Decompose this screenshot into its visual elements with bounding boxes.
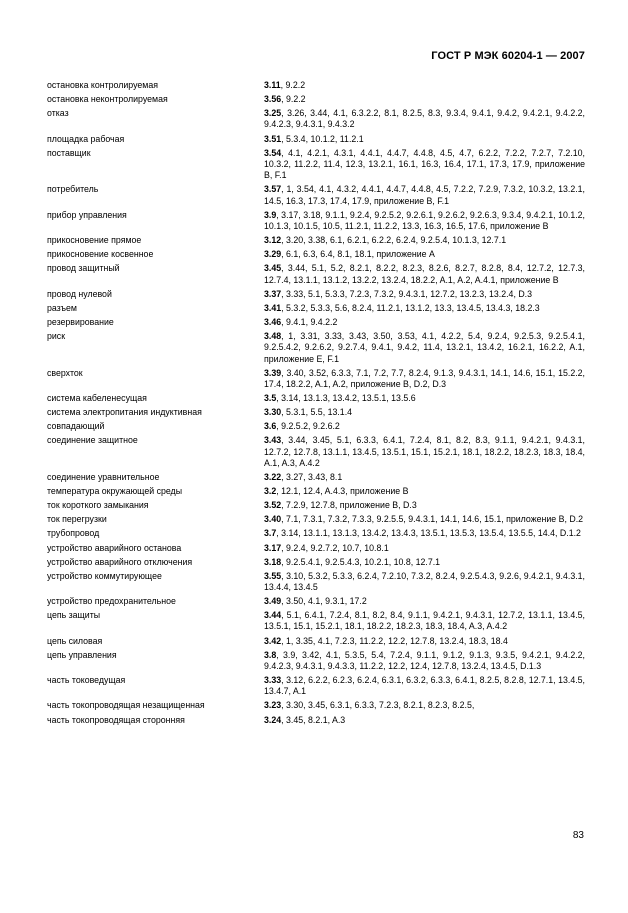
- index-entry: [47, 184, 585, 207]
- secondary-references: , 5.1, 6.4.1, 7.2.4, 8.1, 8.2, 8.4, 9.1.1, 9.4.2.1, 9.4.3.1, 12.7.2, 13.1.1, 13.4.5, 13.5.1, 15.1, 15.2.1, 18.1, 18.2.2, 18.2.3, 18.3, 18.4, A.3, A.4.2: [264, 610, 585, 632]
- index-term: цепь защиты: [47, 610, 101, 621]
- secondary-references: , 3.12, 6.2.2, 6.2.3, 6.2.4, 6.3.1, 6.3.2, 6.3.3, 6.4.1, 8.2.5, 8.2.8, 12.7.1, 13.4.5, 13.4.7, A.1: [264, 675, 585, 697]
- index-term: соединение защитное: [47, 435, 138, 446]
- index-entry: [47, 210, 585, 233]
- index-references: [264, 249, 585, 260]
- index-term: устройство аварийного останова: [47, 542, 182, 553]
- page-number: 83: [572, 830, 584, 841]
- primary-reference: 3.33: [264, 675, 282, 686]
- primary-reference: 3.45: [264, 263, 282, 274]
- primary-reference: 3.48: [264, 331, 282, 341]
- index-entry: [47, 636, 585, 647]
- index-references: [264, 472, 585, 483]
- index-references: [264, 486, 585, 497]
- index-term: поставщик: [47, 147, 91, 158]
- index-references: [264, 184, 585, 207]
- secondary-references: , 3.30, 3.45, 6.3.1, 6.3.3, 7.2.3, 8.2.1, 8.2.3, 8.2.5,: [281, 700, 475, 711]
- secondary-references: , 5.3.1, 5.5, 13.1.4: [281, 407, 353, 418]
- secondary-references: , 3.17, 3.18, 9.1.1, 9.2.4, 9.2.5.2, 9.2.6.1, 9.2.6.2, 9.2.6.3, 9.3.4, 9.4.2.1, 10.1.2, 10.1.3, 10.1.5, 10.5, 11.2.1, 11.2.2, 13.3, 16.3, 16.5, 17.6, приложение В: [264, 209, 585, 232]
- index-references: [264, 675, 585, 698]
- primary-reference: 3.17: [264, 542, 282, 553]
- index-term: совпадающий: [47, 421, 105, 432]
- index-entry: [47, 435, 585, 469]
- index-term: часть токопроводящая сторонняя: [47, 714, 185, 725]
- primary-reference: 3.22: [264, 472, 282, 483]
- index-references: [264, 543, 585, 554]
- index-entry: [47, 715, 585, 726]
- primary-reference: 3.43: [264, 435, 282, 446]
- primary-reference: 3.25: [264, 108, 282, 119]
- secondary-references: , 9.2.5.4.1, 9.2.5.4.3, 10.2.1, 10.8, 12.7.1: [281, 556, 441, 567]
- secondary-references: , 3.45, 8.2.1, A.3: [281, 714, 346, 725]
- index-references: [264, 331, 585, 365]
- document-header: ГОСТ Р МЭК 60204-1 — 2007: [431, 50, 585, 62]
- index-entry: [47, 134, 585, 145]
- secondary-references: , 3.14, 13.1.3, 13.4.2, 13.5.1, 13.5.6: [276, 393, 416, 404]
- primary-reference: 3.52: [264, 500, 282, 511]
- index-references: [264, 303, 585, 314]
- primary-reference: 3.18: [264, 556, 282, 567]
- secondary-references: , 3.44, 3.45, 5.1, 6.3.3, 6.4.1, 7.2.4, 8.1, 8.2, 8.3, 9.1.1, 9.4.2.1, 9.4.3.1, 12.7.2, 12.7.8, 13.1.1, 13.4.5, 13.5.1, 15.1, 15.2.1, 18.1, 18.2.2, 18.2.3, 18.3, 18.4, A.1, A.3, A.4.2: [264, 435, 585, 468]
- index-entry: [47, 249, 585, 260]
- index-entry: [47, 94, 585, 105]
- index-term: резервирование: [47, 316, 114, 327]
- index-references: [264, 500, 585, 511]
- secondary-references: , 3.9, 3.42, 4.1, 5.3.5, 5.4, 7.2.4, 9.1.1, 9.1.2, 9.1.3, 9.3.5, 9.4.2.1, 9.4.2.2, 9.4.2.3, 9.4.3.1, 9.4.3.3, 11.2.2, 12.2, 12.4, 12.7.8, 13.2.4, 13.4.5, D.1.3: [264, 649, 585, 671]
- index-references: [264, 650, 585, 673]
- index-references: [264, 596, 585, 607]
- index-entry: [47, 331, 585, 365]
- secondary-references: , 3.10, 5.3.2, 5.3.3, 6.2.4, 7.2.10, 7.3.2, 8.2.4, 9.2.5.4.3, 9.2.6, 9.4.2.1, 9.4.3.1, 13.4.4, 13.4.5: [264, 570, 585, 592]
- index-references: [264, 108, 585, 131]
- secondary-references: , 9.2.4, 9.2.7.2, 10.7, 10.8.1: [281, 542, 389, 553]
- secondary-references: , 12.1, 12.4, A.4.3, приложение В: [276, 486, 409, 497]
- index-references: [264, 528, 585, 539]
- index-references: [264, 557, 585, 568]
- index-references: [264, 393, 585, 404]
- index-entry: [47, 500, 585, 511]
- secondary-references: , 3.33, 5.1, 5.3.3, 7.2.3, 7.3.2, 9.4.3.1, 12.7.2, 13.2.3, 13.2.4, D.3: [281, 288, 533, 299]
- index-references: [264, 514, 585, 525]
- primary-reference: 3.7: [264, 528, 277, 539]
- primary-reference: 3.11: [264, 80, 281, 90]
- primary-reference: 3.49: [264, 596, 282, 607]
- index-entry: [47, 407, 585, 418]
- index-term: сверхток: [47, 367, 83, 378]
- secondary-references: , 9.4.1, 9.4.2.2: [281, 316, 338, 327]
- primary-reference: 3.6: [264, 421, 277, 432]
- index-term: потребитель: [47, 184, 99, 195]
- secondary-references: , 1, 3.35, 4.1, 7.2.3, 11.2.2, 12.2, 12.7.8, 13.2.4, 18.3, 18.4: [281, 635, 508, 646]
- index-entry: [47, 650, 585, 673]
- index-references: [264, 235, 585, 246]
- index-term: устройство коммутирующее: [47, 570, 162, 581]
- index-references: [264, 263, 585, 286]
- index-references: [264, 435, 585, 469]
- index-term: остановка неконтролируемая: [47, 94, 168, 105]
- index-term: система кабеленесущая: [47, 393, 147, 404]
- secondary-references: , 3.50, 4.1, 9.3.1, 17.2: [281, 596, 367, 607]
- index-references: [264, 636, 585, 647]
- index-term: остановка контролируемая: [47, 80, 158, 90]
- primary-reference: 3.46: [264, 316, 282, 327]
- index-entry: [47, 610, 585, 633]
- index-entry: [47, 486, 585, 497]
- index-term: площадка рабочая: [47, 133, 125, 144]
- primary-reference: 3.51: [264, 133, 282, 144]
- primary-reference: 3.57: [264, 184, 282, 195]
- index-references: [264, 610, 585, 633]
- primary-reference: 3.8: [264, 649, 277, 660]
- index-term: прикосновение прямое: [47, 235, 142, 246]
- index-references: [264, 317, 585, 328]
- index-entry: [47, 289, 585, 300]
- primary-reference: 3.2: [264, 486, 277, 497]
- index-references: [264, 80, 585, 91]
- primary-reference: 3.12: [264, 235, 282, 246]
- secondary-references: , 3.27, 3.43, 8.1: [281, 472, 343, 483]
- index-entry: [47, 543, 585, 554]
- index-term: цепь управления: [47, 649, 117, 660]
- index-entry: [47, 108, 585, 131]
- index-references: [264, 368, 585, 391]
- primary-reference: 3.55: [264, 570, 282, 581]
- index-term: ток перегрузки: [47, 514, 107, 525]
- index-entry: [47, 393, 585, 404]
- secondary-references: , 3.14, 13.1.1, 13.1.3, 13.4.2, 13.4.3, 13.5.1, 13.5.3, 13.5.4, 13.5.5, 14.4, D.1.2: [276, 528, 581, 539]
- index-entry: [47, 528, 585, 539]
- index-term: ток короткого замыкания: [47, 500, 149, 511]
- secondary-references: , 3.26, 3.44, 4.1, 6.3.2.2, 8.1, 8.2.5, 8.3, 9.3.4, 9.4.1, 9.4.2, 9.4.2.1, 9.4.2.2, 9.4.2.3, 9.4.3.1, 9.4.3.2: [264, 108, 585, 130]
- primary-reference: 3.42: [264, 635, 282, 646]
- index-term: устройство аварийного отключения: [47, 556, 193, 567]
- index-references: [264, 289, 585, 300]
- primary-reference: 3.29: [264, 249, 282, 260]
- index-references: [264, 210, 585, 233]
- secondary-references: , 1, 3.54, 4.1, 4.3.2, 4.4.1, 4.4.7, 4.4.8, 4.5, 7.2.2, 7.2.9, 7.3.2, 10.3.2, 13.2.1, 14.5, 16.3, 17.3, 17.4, 17.9, приложение В, F.1: [264, 184, 585, 206]
- index-entry: [47, 368, 585, 391]
- index-entry: [47, 235, 585, 246]
- index-term: прибор управления: [47, 209, 127, 220]
- primary-reference: 3.40: [264, 514, 282, 525]
- secondary-references: , 3.44, 5.1, 5.2, 8.2.1, 8.2.2, 8.2.3, 8.2.6, 8.2.7, 8.2.8, 8.4, 12.7.2, 12.7.3, 12.7.4, 13.1.1, 13.1.2, 13.2.2, 13.2.4, 18.2.2, A.1, A.2, A.4.1, приложение В: [264, 263, 585, 285]
- index-entry: [47, 148, 585, 182]
- secondary-references: , 5.3.4, 10.1.2, 11.2.1: [281, 133, 364, 144]
- primary-reference: 3.30: [264, 407, 282, 418]
- index-entry: [47, 317, 585, 328]
- index-references: [264, 94, 585, 105]
- index-term: цепь силовая: [47, 635, 103, 646]
- index-entry: [47, 80, 585, 91]
- index-term: часть токоведущая: [47, 675, 126, 686]
- index-references: [264, 148, 585, 182]
- index-term: устройство предохранительное: [47, 596, 176, 607]
- index-term: прикосновение косвенное: [47, 249, 154, 260]
- index-term: разъем: [47, 302, 77, 313]
- index-entry: [47, 700, 585, 711]
- index-entry: [47, 514, 585, 525]
- secondary-references: , 1, 3.31, 3.33, 3.43, 3.50, 3.53, 4.1, 4.2.2, 5.4, 9.2.4, 9.2.5.3, 9.2.5.4.1, 9.2.5.4.2, 9.2.6.2, 9.2.7.4, 9.4.1, 9.4.2, 11.4, 13.2.1, 13.4.2, 16.2.1, 16.2.2, A.1, приложение Е, F.1: [264, 331, 585, 364]
- index-entry: [47, 472, 585, 483]
- index-term: провод защитный: [47, 263, 120, 274]
- index-entry: [47, 557, 585, 568]
- secondary-references: , 9.2.2: [280, 80, 306, 90]
- secondary-references: , 6.1, 6.3, 6.4, 8.1, 18.1, приложение А: [281, 249, 435, 260]
- index-references: [264, 134, 585, 145]
- secondary-references: , 7.2.9, 12.7.8, приложение В, D.3: [281, 500, 417, 511]
- index-references: [264, 715, 585, 726]
- index-term: часть токопроводящая незащищенная: [47, 700, 205, 711]
- primary-reference: 3.9: [264, 209, 277, 220]
- primary-reference: 3.54: [264, 147, 282, 158]
- index-references: [264, 571, 585, 594]
- index-term: соединение уравнительное: [47, 472, 160, 483]
- index-term: температура окружающей среды: [47, 486, 183, 497]
- primary-reference: 3.44: [264, 610, 282, 621]
- index-references: [264, 407, 585, 418]
- primary-reference: 3.39: [264, 367, 282, 378]
- index-entry: [47, 596, 585, 607]
- index-references: [264, 421, 585, 432]
- primary-reference: 3.37: [264, 288, 282, 299]
- index-term: трубопровод: [47, 528, 100, 539]
- secondary-references: , 5.3.2, 5.3.3, 5.6, 8.2.4, 11.2.1, 13.1.2, 13.3, 13.4.5, 13.4.3, 18.2.3: [281, 302, 540, 313]
- index-term: риск: [47, 331, 66, 341]
- index-entry: [47, 571, 585, 594]
- primary-reference: 3.56: [264, 94, 282, 105]
- index-term: провод нулевой: [47, 288, 112, 299]
- index-entry: [47, 263, 585, 286]
- index-entry: [47, 303, 585, 314]
- primary-reference: 3.41: [264, 302, 282, 313]
- index-references: [264, 700, 585, 711]
- secondary-references: , 9.2.5.2, 9.2.6.2: [276, 421, 340, 432]
- primary-reference: 3.24: [264, 714, 282, 725]
- secondary-references: , 4.1, 4.2.1, 4.3.1, 4.4.1, 4.4.7, 4.4.8, 4.5, 4.7, 6.2.2, 7.2.2, 7.2.7, 7.2.10, 10.3.2, 11.2.2, 11.4, 12.3, 13.2.1, 16.1, 16.3, 16.4, 17.1, 17.3, 17.9, приложение В, F.1: [264, 147, 585, 181]
- secondary-references: , 7.1, 7.3.1, 7.3.2, 7.3.3, 9.2.5.5, 9.4.3.1, 14.1, 14.6, 15.1, приложение В, D.2: [281, 514, 584, 525]
- primary-reference: 3.5: [264, 393, 277, 404]
- primary-reference: 3.23: [264, 700, 282, 711]
- index-term: система электропитания индуктивная: [47, 407, 202, 418]
- index-term: отказ: [47, 108, 69, 119]
- secondary-references: , 3.40, 3.52, 6.3.3, 7.1, 7.2, 7.7, 8.2.4, 9.1.3, 9.4.3.1, 14.1, 14.6, 15.1, 15.2.2, 17.4, 18.2.2, A.1, A.2, приложение В, D.2, D.3: [264, 367, 585, 389]
- index-entry: [47, 421, 585, 432]
- subject-index: [47, 80, 585, 729]
- secondary-references: , 3.20, 3.38, 6.1, 6.2.1, 6.2.2, 6.2.4, 9.2.5.4, 10.1.3, 12.7.1: [281, 235, 507, 246]
- index-entry: [47, 675, 585, 698]
- secondary-references: , 9.2.2: [281, 94, 306, 105]
